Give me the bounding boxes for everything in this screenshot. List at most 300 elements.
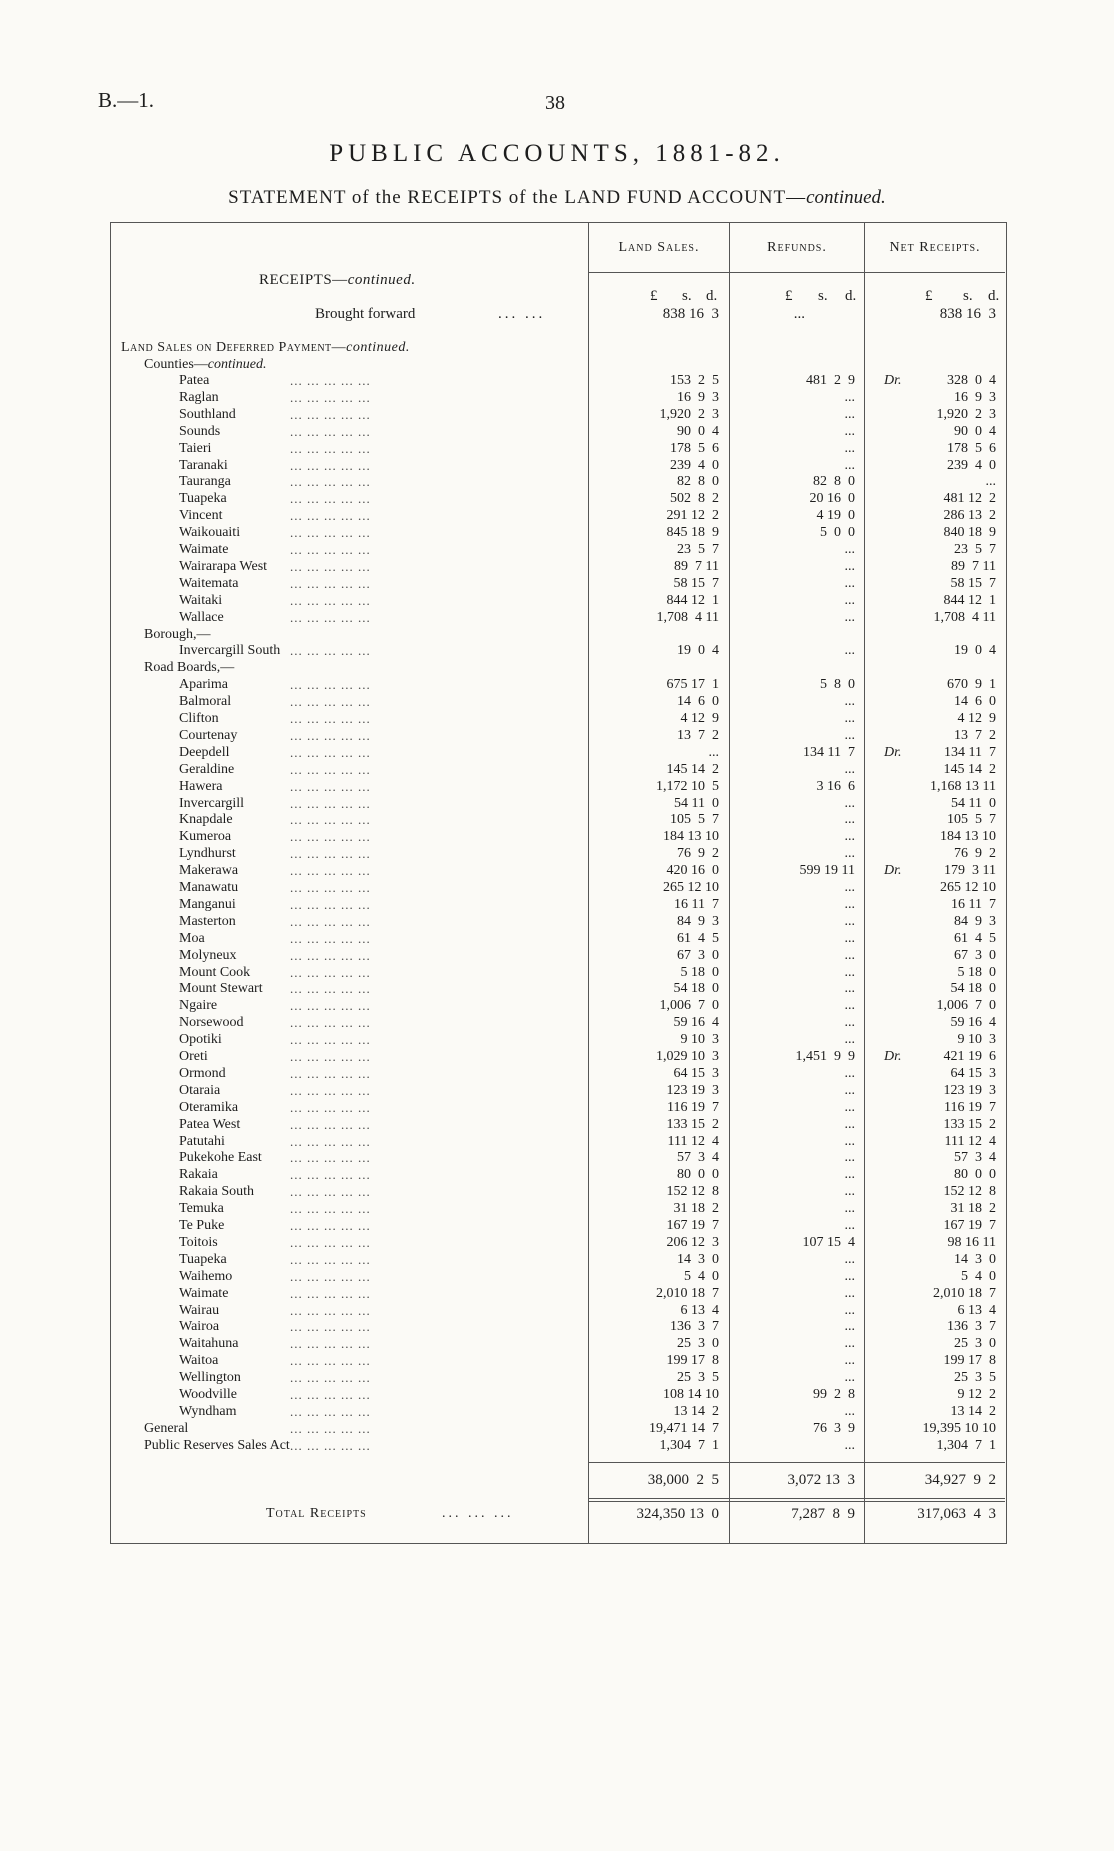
row-name: Sounds (179, 424, 221, 439)
leader-dots: ... ... ... ... ... (290, 965, 371, 980)
leader-dots: ... ... ... ... ... (290, 390, 371, 405)
net-receipts-cell: 239 4 0 (947, 458, 996, 473)
land-sales-cell: 57 3 4 (677, 1150, 719, 1165)
land-sales-cell: 167 19 7 (666, 1218, 719, 1233)
net-receipts-cell: 328 0 4 (947, 373, 996, 388)
refunds-cell: ... (844, 593, 855, 608)
table-row (0, 1319, 1114, 1336)
row-name: Raglan (179, 390, 219, 405)
counties-label-continued: continued. (207, 357, 267, 372)
row-name: General (144, 1421, 189, 1436)
refunds-cell: 99 2 8 (813, 1387, 855, 1402)
row-name: Te Puke (179, 1218, 225, 1233)
row-name: Knapdale (179, 812, 233, 827)
refunds-cell: ... (844, 1319, 855, 1334)
leader-dots: ... ... ... ... ... (290, 559, 371, 574)
land-sales-cell: 67 3 0 (677, 948, 719, 963)
brought-forward-label: Brought forward (315, 306, 416, 322)
refunds-cell: ... (844, 1370, 855, 1385)
land-sales-cell: 178 5 6 (670, 441, 719, 456)
land-sales-cell: 2,010 18 7 (656, 1286, 719, 1301)
net-receipts-cell: 2,010 18 7 (933, 1286, 996, 1301)
table-row (0, 1049, 1114, 1066)
row-name: Geraldine (179, 762, 235, 777)
refunds-cell: ... (844, 407, 855, 422)
land-sales-cell: 111 12 4 (667, 1134, 719, 1149)
net-receipts-cell: 123 19 3 (943, 1083, 996, 1098)
net-receipts-cell: 199 17 8 (943, 1353, 996, 1368)
row-name: Rakaia South (179, 1184, 255, 1199)
row-name: Oteramika (179, 1100, 239, 1115)
row-name: Waitemata (179, 576, 239, 591)
net-receipts-cell: 116 19 7 (944, 1100, 996, 1115)
leader-dots: ... ... ... ... ... (290, 1286, 371, 1301)
table-row (0, 1184, 1114, 1201)
land-sales-cell: 64 15 3 (673, 1066, 719, 1081)
leader-dots: ... ... ... ... ... (290, 1336, 371, 1351)
leader-dots: ... ... ... ... ... (290, 863, 371, 878)
table-row (0, 1066, 1114, 1083)
refunds-cell: ... (844, 1083, 855, 1098)
net-receipts-cell: 61 4 5 (954, 931, 996, 946)
refunds-cell: ... (844, 1066, 855, 1081)
refunds-cell: ... (844, 829, 855, 844)
net-receipts-cell: 840 18 9 (943, 525, 996, 540)
counties-label (144, 357, 267, 373)
table-row (0, 1083, 1114, 1100)
table-row (0, 677, 1114, 694)
table-row (0, 1032, 1114, 1049)
net-receipts-cell: 481 12 2 (943, 491, 996, 506)
unit-shillings: s. (818, 288, 828, 304)
row-name: Toitois (179, 1235, 218, 1250)
land-sales-cell: 25 3 5 (677, 1370, 719, 1385)
page-id: B.—1. (98, 88, 155, 112)
net-receipts-cell: 80 0 0 (954, 1167, 996, 1182)
table-row (0, 1387, 1114, 1404)
row-name: Ormond (179, 1066, 226, 1081)
table-row (0, 610, 1114, 627)
net-receipts-cell: 9 10 3 (957, 1032, 996, 1047)
table-row (0, 829, 1114, 846)
land-sales-cell: 199 17 8 (666, 1353, 719, 1368)
row-name: Waimate (179, 1286, 229, 1301)
net-receipts-cell: 23 5 7 (954, 542, 996, 557)
refunds-cell: ... (844, 1134, 855, 1149)
refunds-cell: ... (844, 948, 855, 963)
table-row (0, 931, 1114, 948)
debit-marker: Dr. (884, 1049, 902, 1064)
land-sales-cell: 61 4 5 (677, 931, 719, 946)
net-receipts-cell: ... (985, 474, 996, 489)
refunds-cell: ... (844, 965, 855, 980)
net-receipts-cell: 14 6 0 (954, 694, 996, 709)
refunds-cell: ... (844, 576, 855, 591)
refunds-cell: ... (844, 1269, 855, 1284)
land-sales-cell: 90 0 4 (677, 424, 719, 439)
row-name: Deepdell (179, 745, 230, 760)
receipts-heading (259, 272, 416, 289)
land-sales-cell: 14 6 0 (677, 694, 719, 709)
refunds-cell: ... (844, 1303, 855, 1318)
land-sales-cell: 420 16 0 (666, 863, 719, 878)
land-sales-cell: 1,304 7 1 (659, 1438, 719, 1453)
unit-pence: d. (845, 288, 857, 304)
net-receipts-cell: 13 14 2 (950, 1404, 996, 1419)
land-sales-cell: 4 12 9 (680, 711, 719, 726)
leader-dots: ... ... ... ... ... (290, 1032, 371, 1047)
net-receipts-cell: 5 18 0 (957, 965, 996, 980)
leader-dots: ... ... ... ... ... (290, 846, 371, 861)
net-receipts-cell: 19 0 4 (954, 643, 996, 658)
row-name: Makerawa (179, 863, 239, 878)
row-name: Patea West (179, 1117, 241, 1132)
refunds-cell: 5 8 0 (820, 677, 855, 692)
receipts-heading-label: RECEIPTS— (259, 272, 348, 288)
leader-dots: ... ... ... ... ... (290, 1083, 371, 1098)
leader-dots: ... ... ... ... ... (290, 1201, 371, 1216)
refunds-cell: 599 19 11 (799, 863, 855, 878)
row-name: Tuapeka (179, 1252, 227, 1267)
refunds-cell: ... (844, 1167, 855, 1182)
table-row (0, 762, 1114, 779)
land-sales-cell: 76 9 2 (677, 846, 719, 861)
table-row (0, 491, 1114, 508)
leader-dots: ... ... ... ... ... (290, 1438, 371, 1453)
table-row (0, 593, 1114, 610)
land-sales-cell: 675 17 1 (666, 677, 719, 692)
net-receipts-cell: 13 7 2 (954, 728, 996, 743)
net-receipts-cell: 136 3 7 (947, 1319, 996, 1334)
debit-marker: Dr. (884, 745, 902, 760)
refunds-cell: ... (844, 711, 855, 726)
net-receipts-cell: 179 3 11 (944, 863, 996, 878)
subtotal-land-sales: 38,000 2 5 (647, 1472, 719, 1488)
row-name: Clifton (179, 711, 219, 726)
leader-dots: ... ... ... ... ... (290, 694, 371, 709)
page-number: 38 (545, 92, 565, 114)
table-row (0, 1218, 1114, 1235)
net-receipts-cell: 4 12 9 (957, 711, 996, 726)
row-name: Southland (179, 407, 236, 422)
refunds-cell: ... (844, 1286, 855, 1301)
refunds-cell: 3 16 6 (816, 779, 855, 794)
net-receipts-cell: 58 15 7 (950, 576, 996, 591)
row-name: Rakaia (179, 1167, 218, 1182)
row-name: Patea (179, 373, 210, 388)
net-receipts-cell: 844 12 1 (943, 593, 996, 608)
leader-dots: ... ... ... ... ... (290, 1269, 371, 1284)
net-receipts-cell: 6 13 4 (957, 1303, 996, 1318)
table-row (0, 407, 1114, 424)
brought-forward-net-receipts: 838 16 3 (939, 306, 996, 322)
net-receipts-cell: 54 11 0 (951, 796, 996, 811)
land-sales-cell: 265 12 10 (663, 880, 719, 895)
refunds-cell: ... (844, 762, 855, 777)
table-row (0, 711, 1114, 728)
table-row (0, 1303, 1114, 1320)
row-name: Pukekohe East (179, 1150, 262, 1165)
refunds-cell: ... (844, 1117, 855, 1132)
table-row (0, 863, 1114, 880)
refunds-cell: 20 16 0 (809, 491, 855, 506)
land-sales-cell: 16 11 7 (674, 897, 719, 912)
row-name: Public Reserves Sales Act (144, 1438, 290, 1453)
land-sales-cell: 145 14 2 (666, 762, 719, 777)
net-receipts-cell: 64 15 3 (950, 1066, 996, 1081)
table-row (0, 1353, 1114, 1370)
land-sales-cell: 844 12 1 (666, 593, 719, 608)
land-sales-cell: 5 4 0 (684, 1269, 719, 1284)
refunds-cell: 1,451 9 9 (795, 1049, 855, 1064)
table-row (0, 1134, 1114, 1151)
land-sales-cell: 19 0 4 (677, 643, 719, 658)
leader-dots: ... ... ... ... ... (290, 1319, 371, 1334)
refunds-cell: ... (844, 1100, 855, 1115)
leader-dots: ... ... ... ... ... (290, 458, 371, 473)
land-sales-cell: 13 7 2 (677, 728, 719, 743)
refunds-cell: ... (844, 458, 855, 473)
leader-dots: ... ... ... ... ... (290, 474, 371, 489)
refunds-cell: ... (844, 981, 855, 996)
land-sales-cell: 84 9 3 (677, 914, 719, 929)
net-receipts-cell: 134 11 7 (944, 745, 996, 760)
row-name: Ngaire (179, 998, 218, 1013)
group-label: Borough,— (144, 627, 211, 642)
land-sales-cell: 123 19 3 (666, 1083, 719, 1098)
leader-dots: ... ... ... ... ... (290, 1370, 371, 1385)
leader-dots: ... ... ... ... ... (290, 593, 371, 608)
leader-dots: ... ... ... ... ... (290, 424, 371, 439)
table-row (0, 1269, 1114, 1286)
debit-marker: Dr. (884, 863, 902, 878)
column-header-refunds: Refunds. (767, 240, 827, 255)
leader-dots: ... ... ... ... ... (290, 1066, 371, 1081)
net-receipts-cell: 1,708 4 11 (933, 610, 996, 625)
land-sales-cell: 5 18 0 (680, 965, 719, 980)
leader-dots: ... ... ... ... ... (290, 576, 371, 591)
land-sales-cell: 1,029 10 3 (656, 1049, 719, 1064)
refunds-cell: ... (844, 694, 855, 709)
refunds-cell: 4 19 0 (816, 508, 855, 523)
row-name: Temuka (179, 1201, 224, 1216)
net-receipts-cell: 1,304 7 1 (936, 1438, 996, 1453)
unit-shillings: s. (682, 288, 692, 304)
net-receipts-cell: 90 0 4 (954, 424, 996, 439)
borough-heading (0, 627, 1114, 644)
row-name: Hawera (179, 779, 223, 794)
refunds-cell: ... (844, 1015, 855, 1030)
leader-dots: ... ... ... ... ... (290, 812, 371, 827)
land-sales-cell: 1,708 4 11 (656, 610, 719, 625)
unit-pence: d. (988, 288, 1000, 304)
header-rule (589, 272, 1005, 273)
counties-label-text: Counties— (144, 357, 208, 372)
refunds-cell: ... (844, 796, 855, 811)
leader-dots: ... ... ... ... ... (290, 981, 371, 996)
refunds-cell: ... (844, 1150, 855, 1165)
table-row (0, 1370, 1114, 1387)
table-row (0, 796, 1114, 813)
net-receipts-cell: 265 12 10 (940, 880, 996, 895)
table-row (0, 1015, 1114, 1032)
leader-dots: ... ... ... ... ... (290, 441, 371, 456)
refunds-cell: ... (844, 914, 855, 929)
net-receipts-cell: 133 15 2 (943, 1117, 996, 1132)
row-name: Woodville (179, 1387, 237, 1402)
subtitle-continued: continued. (806, 187, 886, 208)
row-name: Masterton (179, 914, 236, 929)
land-sales-cell: 59 16 4 (673, 1015, 719, 1030)
table-row (0, 441, 1114, 458)
land-sales-cell: 9 10 3 (680, 1032, 719, 1047)
unit-pound: £ (925, 288, 933, 304)
table-row (0, 779, 1114, 796)
subtotal-rule (589, 1462, 1005, 1463)
refunds-cell: 5 0 0 (820, 525, 855, 540)
total-rule (589, 1498, 1005, 1499)
net-receipts-cell: 167 19 7 (943, 1218, 996, 1233)
table-row (0, 965, 1114, 982)
table-row (0, 1235, 1114, 1252)
land-sales-cell: 105 5 7 (670, 812, 719, 827)
land-sales-cell: 116 19 7 (667, 1100, 719, 1115)
refunds-cell: ... (844, 1218, 855, 1233)
land-sales-cell: 136 3 7 (670, 1319, 719, 1334)
row-name: Taranaki (179, 458, 228, 473)
total-receipts-label: Total Receipts (266, 1506, 367, 1521)
land-sales-cell: 206 12 3 (666, 1235, 719, 1250)
table-row (0, 525, 1114, 542)
row-name: Manawatu (179, 880, 239, 895)
net-receipts-cell: 111 12 4 (944, 1134, 996, 1149)
net-receipts-cell: 54 18 0 (950, 981, 996, 996)
land-sales-cell: 80 0 0 (677, 1167, 719, 1182)
leader-dots: ... ... ... ... ... (290, 1015, 371, 1030)
refunds-cell: ... (844, 424, 855, 439)
table-row (0, 542, 1114, 559)
section-heading-label: Land Sales on Deferred Payment— (121, 340, 347, 355)
row-name: Tuapeka (179, 491, 227, 506)
leader-dots: ... ... ... ... ... (290, 1049, 371, 1064)
subtotal-net-receipts: 34,927 9 2 (924, 1472, 996, 1488)
refunds-cell: 481 2 9 (806, 373, 855, 388)
table-row (0, 390, 1114, 407)
leader-dots: ... ... ... ... ... (290, 1252, 371, 1267)
leader-dots: ... ... ... ... ... (290, 728, 371, 743)
refunds-cell: 76 3 9 (813, 1421, 855, 1436)
net-receipts-cell: 9 12 2 (957, 1387, 996, 1402)
refunds-cell: ... (844, 1404, 855, 1419)
row-name: Mount Cook (179, 965, 251, 980)
row-name: Moa (179, 931, 205, 946)
leader-dots: ... ... ... ... ... (290, 508, 371, 523)
table-row (0, 914, 1114, 931)
row-name: Invercargill South (179, 643, 281, 658)
unit-pound: £ (650, 288, 658, 304)
refunds-cell: ... (844, 610, 855, 625)
net-receipts-cell: 14 3 0 (954, 1252, 996, 1267)
row-name: Waihemo (179, 1269, 233, 1284)
table-row (0, 846, 1114, 863)
table-row (0, 981, 1114, 998)
table-row (0, 1201, 1114, 1218)
net-receipts-cell: 25 3 0 (954, 1336, 996, 1351)
net-receipts-cell: 184 13 10 (940, 829, 996, 844)
leader-dots: ... ... ... ... ... (290, 931, 371, 946)
refunds-cell: ... (844, 998, 855, 1013)
column-header-land-sales: Land Sales. (618, 240, 700, 255)
row-name: Lyndhurst (179, 846, 236, 861)
land-sales-cell: 1,920 2 3 (659, 407, 719, 422)
table-row (0, 1252, 1114, 1269)
land-sales-cell: 845 18 9 (666, 525, 719, 540)
leader-dots: ... ... ... ... ... (290, 1150, 371, 1165)
leader-dots: ... ... ... ... ... (290, 525, 371, 540)
table-row (0, 424, 1114, 441)
refunds-cell: ... (844, 542, 855, 557)
net-receipts-cell: 98 16 11 (947, 1235, 996, 1250)
table-row (0, 880, 1114, 897)
page-title: PUBLIC ACCOUNTS, 1881-82. (329, 140, 785, 167)
land-sales-cell: 133 15 2 (666, 1117, 719, 1132)
land-sales-cell: 291 12 2 (666, 508, 719, 523)
refunds-cell: ... (844, 812, 855, 827)
leader-dots: ... ... ... ... ... (290, 1235, 371, 1250)
refunds-cell: ... (844, 1252, 855, 1267)
refunds-cell: 134 11 7 (803, 745, 855, 760)
row-name: Balmoral (179, 694, 232, 709)
leader-dots: ... ... ... ... ... (290, 373, 371, 388)
leader-dots: ... ... ... ... ... (290, 829, 371, 844)
land-sales-cell: 82 8 0 (677, 474, 719, 489)
subtotal-refunds: 3,072 13 3 (787, 1472, 855, 1488)
land-sales-cell: 16 9 3 (677, 390, 719, 405)
net-receipts-cell: 57 3 4 (954, 1150, 996, 1165)
road-boards-heading (0, 660, 1114, 677)
refunds-cell: ... (844, 1336, 855, 1351)
land-sales-cell: 1,172 10 5 (656, 779, 719, 794)
row-name: Oreti (179, 1049, 208, 1064)
leader-dots: ... ... ... ... ... (290, 1117, 371, 1132)
leader-dots: ... ... ... ... ... (290, 1167, 371, 1182)
land-sales-cell: 19,471 14 7 (649, 1421, 719, 1436)
brought-forward-dots: ... ... (498, 306, 546, 322)
land-sales-cell: 31 18 2 (673, 1201, 719, 1216)
land-sales-cell: ... (708, 745, 719, 760)
net-receipts-cell: 178 5 6 (947, 441, 996, 456)
leader-dots: ... ... ... ... ... (290, 610, 371, 625)
row-name: Mount Stewart (179, 981, 263, 996)
row-name: Norsewood (179, 1015, 244, 1030)
refunds-cell: 82 8 0 (813, 474, 855, 489)
total-net-receipts: 317,063 4 3 (917, 1506, 996, 1522)
net-receipts-cell: 84 9 3 (954, 914, 996, 929)
refunds-cell: ... (844, 1353, 855, 1368)
refunds-cell: ... (844, 897, 855, 912)
table-row (0, 1404, 1114, 1421)
leader-dots: ... ... ... ... ... (290, 1353, 371, 1368)
table-row (0, 812, 1114, 829)
land-sales-cell: 25 3 0 (677, 1336, 719, 1351)
land-sales-cell: 14 3 0 (677, 1252, 719, 1267)
net-receipts-cell: 89 7 11 (951, 559, 996, 574)
leader-dots: ... ... ... ... ... (290, 1134, 371, 1149)
row-name: Patutahi (179, 1134, 225, 1149)
net-receipts-cell: 1,920 2 3 (936, 407, 996, 422)
leader-dots: ... ... ... ... ... (290, 762, 371, 777)
row-name: Otaraia (179, 1083, 221, 1098)
